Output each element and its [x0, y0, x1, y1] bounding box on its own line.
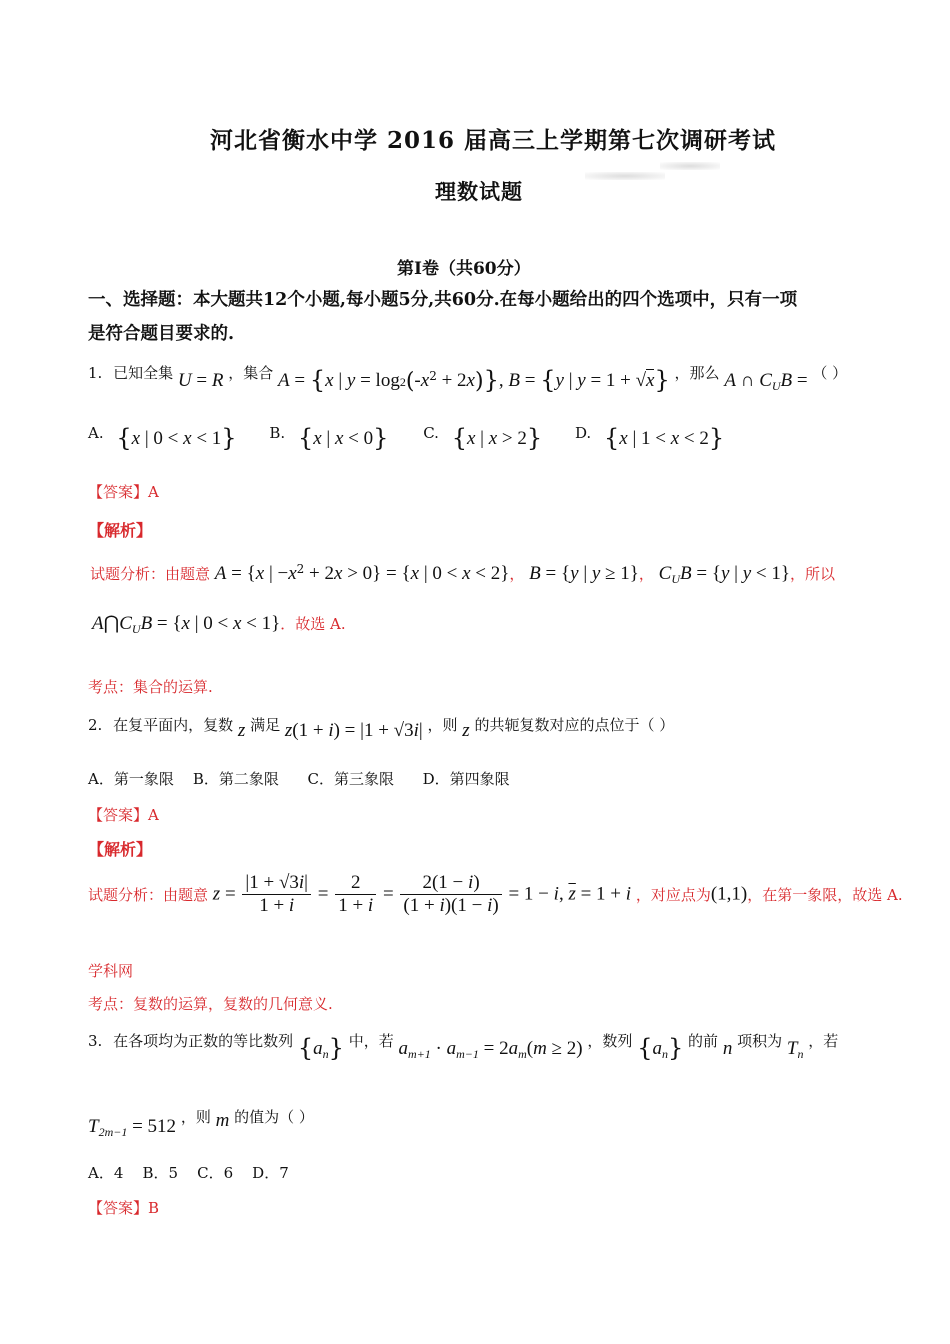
watermark-text: 学科网	[88, 962, 134, 980]
question-1-number: 1.	[88, 364, 103, 382]
option-d-label: D.	[574, 424, 592, 442]
question-1-stem: 1. 已知全集 U = R ，集合 A = {x | $y = \log 2(-x^2 + 2x)$}, B = {y | y = 1 + √x} ，那么 A ∩ $C_UB$ = （ ）	[88, 364, 848, 394]
conjugate-point: (1,1)	[710, 883, 748, 905]
option-a-set: {x | 0 < x < 1}	[116, 424, 237, 452]
question-1-text-2: ，集合	[228, 364, 274, 382]
question-3-stem-line-2: $T_{2m-1} = 512$ ，则 m 的值为（ ）	[88, 1108, 314, 1139]
question-1-math-universal-set: U	[177, 370, 192, 391]
question-2-answer: 【答案】A	[88, 806, 159, 824]
question-3-answer: 【答案】B	[88, 1199, 160, 1217]
question-1-answer: 【答案】A	[88, 483, 159, 501]
question-1-analysis-line-2: $A⋂C_UB = \{x$ | 0 < x < 1}．故选 A.	[92, 613, 346, 636]
question-2-analysis-heading: 【解析】	[88, 840, 153, 859]
option-b-label: B.	[269, 424, 286, 442]
option-c-set: {x | x > 2}	[451, 424, 543, 452]
question-1-options	[88, 424, 724, 452]
question-1-text-3: ，那么	[674, 364, 720, 382]
part-heading: 第Ⅰ卷（共60分）	[397, 259, 531, 279]
exam-title: 河北省衡水中学 2016 届高三上学期第七次调研考试	[210, 127, 777, 154]
option-d-set: {x | 1 < x < 2}	[603, 424, 725, 452]
question-1-math-target: A	[724, 370, 736, 391]
option-a-label: A.	[88, 424, 104, 442]
section-instructions-line1: 一、选择题：本大题共12个小题,每小题5分,共60分.在每小题给出的四个选项中，只有一项	[88, 290, 798, 310]
question-3-options: A．4 B．5 C．6 D．7	[88, 1164, 289, 1182]
question-1-analysis-heading: 【解析】	[88, 521, 153, 540]
question-2-analysis: 试题分析：由题意 z = $\frac{|1 + √3i|}{1 + i}$ = $\frac{2}{1 + i}$ = $\frac{2(1 - i)}{(1 + i)(1 - i)}$ = 1 − i, $\overline{z} = 1 + i$ ，对应点为(1,1)，在第一象限，故选 A.	[88, 872, 903, 916]
question-2-options: A．第一象限 B．第二象限 C．第三象限 D．第四象限	[88, 770, 510, 788]
question-1-knowledge-point: 考点：集合的运算.	[88, 678, 213, 696]
section-instructions-line2: 是符合题目要求的.	[88, 324, 235, 344]
question-3-stem-line-1: 3. 在各项均为正数的等比数列 $\{a_n\}$ 中，若 $a_{m+1} \cdot a_{m-1} = 2a_m(m \ge 2)$ ，数列 $\{a_n\}$ 的前 n 项积为 $T_n$ ，若	[88, 1032, 839, 1062]
option-b-set: {x | x < 0}	[297, 424, 389, 452]
question-2-stem: 2. 在复平面内，复数 z 满足 z(1 + i) = |1 + √3i| ，则 z 的共轭复数对应的点位于（ ）	[88, 716, 675, 741]
question-1-analysis-line-1: 试题分析：由题意 A = {x | $-x^2 + 2x > 0\} = \{x$ | 0 < x < 2}， B = {y | y ≥ 1}， $C_UB = \{y$ | y < 1}，所以	[90, 562, 836, 586]
option-c-label: C.	[423, 424, 439, 442]
question-1-paren: （ ）	[812, 364, 848, 382]
exam-subtitle: 理数试题	[435, 179, 523, 204]
question-1-text-1: 已知全集	[113, 364, 174, 382]
question-1-math-set-a: A = {x | $y = \log 2(-x^2 + 2x)$}, B = {y | y = 1 + √x}	[278, 366, 670, 394]
question-2-knowledge-point: 考点：复数的运算，复数的几何意义.	[88, 995, 333, 1013]
